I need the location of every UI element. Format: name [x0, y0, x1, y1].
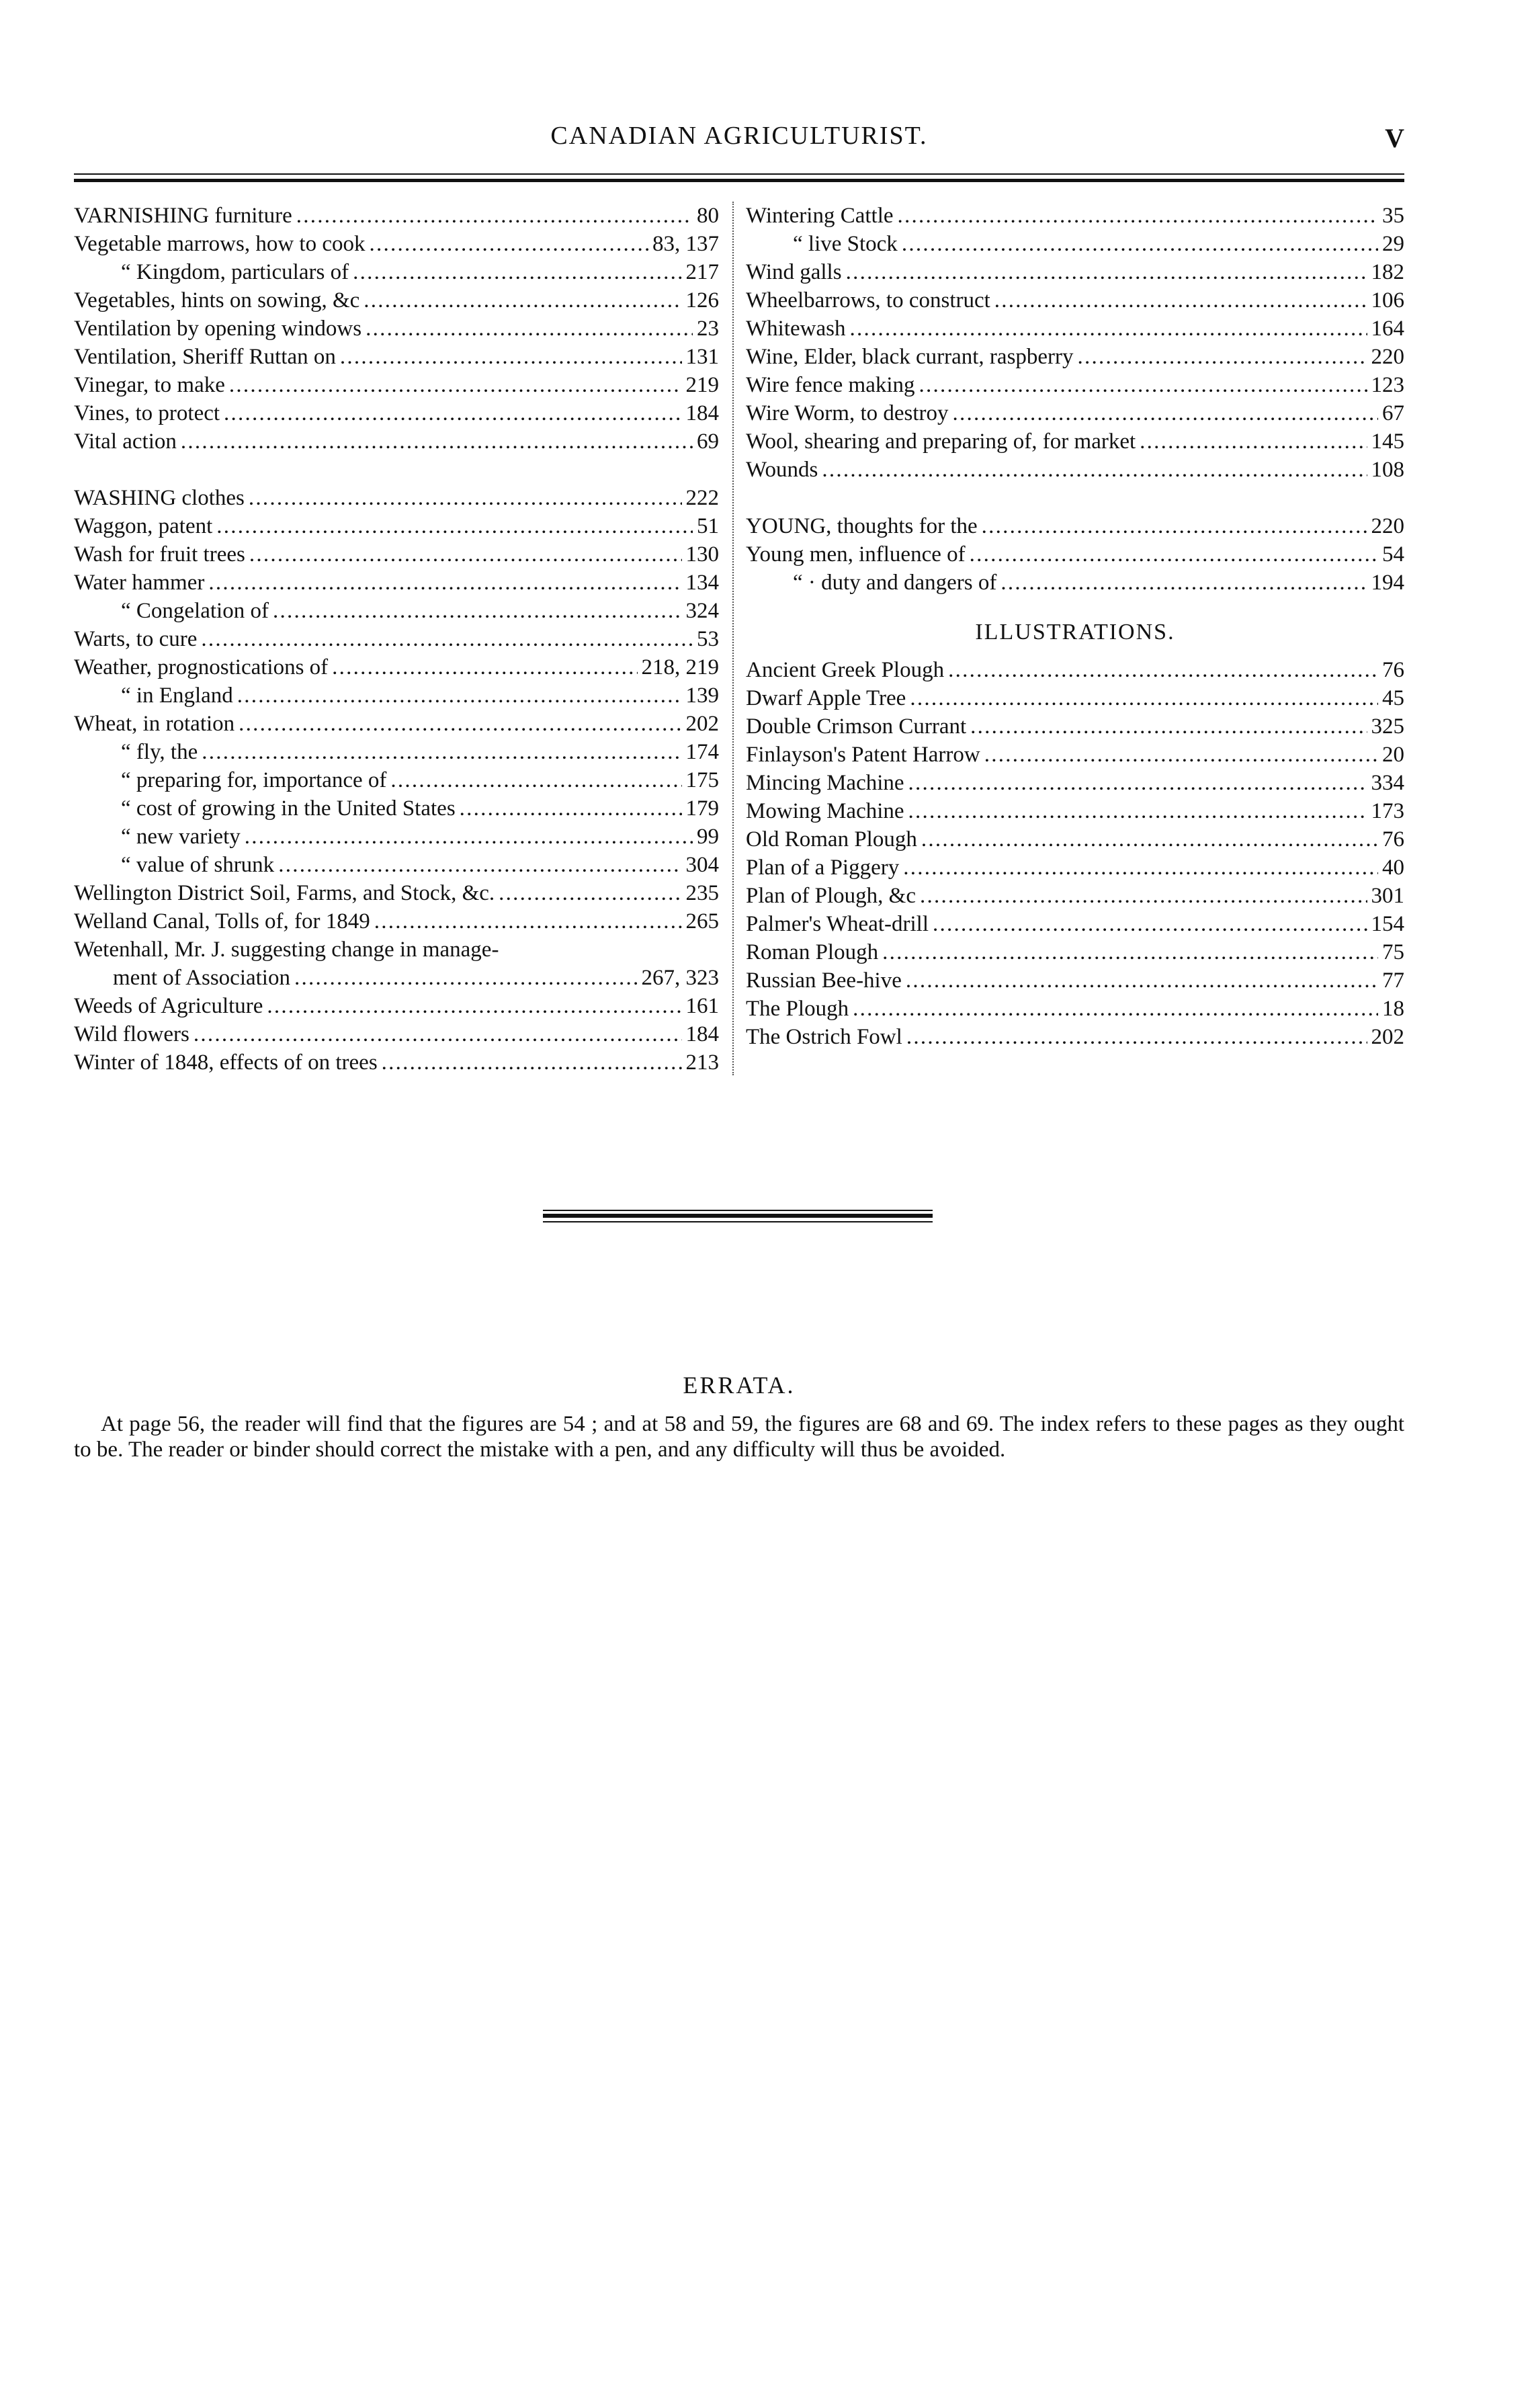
index-entry-label: Weather, prognostications of [74, 655, 329, 679]
dot-leader [332, 653, 637, 681]
index-entry [74, 540, 719, 569]
index-entry [74, 315, 719, 343]
page-number: V [1385, 123, 1404, 153]
index-entry [74, 681, 719, 710]
index-entry-page: 164 [1371, 317, 1404, 341]
index-entry [74, 286, 719, 315]
index-entry-page: 80 [697, 204, 719, 228]
index-gap [746, 484, 1404, 512]
index-entry-label: “ Congelation of [121, 599, 269, 623]
index-entry [746, 797, 1404, 825]
index-entry-label: Wellington District Soil, Farms, and Stock, &c. [74, 881, 495, 905]
index-entry-label: Wire fence making [746, 373, 915, 397]
index-entry [74, 625, 719, 653]
index-entry-page: 53 [697, 627, 719, 651]
index-entry-page: 76 [1382, 827, 1404, 852]
errata-text: At page 56, the reader will find that the figures are 54 ; and at 58 and 59, the figures are 68 and 69. The index refers to these pages as they ought to be. The reader or binder should correct the mistake with a pen, and any difficulty will thus be avoided. [74, 1412, 1404, 1462]
index-entry [746, 569, 1404, 597]
index-entry [74, 794, 719, 823]
index-entry [74, 343, 719, 371]
index-entry-label: Winter of 1848, effects of on trees [74, 1050, 378, 1075]
index-entry-label: Wheelbarrows, to construct [746, 288, 990, 313]
index-entry-page: 174 [685, 740, 719, 764]
index-entry-page: 324 [685, 599, 719, 623]
index-entry [74, 738, 719, 766]
index-entry [746, 995, 1404, 1023]
index-entry-label: Ventilation by opening windows [74, 317, 362, 341]
index-entry-page: 130 [685, 542, 719, 567]
index-entry [74, 569, 719, 597]
dot-leader [382, 1048, 682, 1077]
running-title: CANADIAN AGRICULTURIST. [550, 122, 928, 150]
index-entry [74, 427, 719, 456]
index-entry-label: Finlayson's Patent Harrow [746, 743, 980, 767]
dot-leader [846, 258, 1367, 286]
index-entry-page: 301 [1371, 884, 1404, 908]
dot-leader [181, 427, 693, 456]
index-entry [74, 597, 719, 625]
dot-leader [882, 938, 1378, 966]
index-entry [746, 966, 1404, 995]
index-entry-page: 334 [1371, 771, 1404, 795]
index-entry-label: Mincing Machine [746, 771, 904, 795]
index-entry-page: 304 [685, 853, 719, 877]
index-entry [746, 854, 1404, 882]
index-entry [74, 766, 719, 794]
index-entry [746, 343, 1404, 371]
index-entry-page: 220 [1371, 345, 1404, 369]
index-entry-page: 123 [1371, 373, 1404, 397]
index-entry-label: Wool, shearing and preparing of, for market [746, 429, 1136, 454]
index-entry [74, 202, 719, 230]
index-entry-label: “ in England [121, 683, 233, 708]
index-entry [746, 258, 1404, 286]
dot-leader [390, 766, 681, 794]
index-entry-page: 77 [1382, 968, 1404, 993]
index-entry-label: Wire Worm, to destroy [746, 401, 949, 425]
index-entry-label: “ fly, the [121, 740, 198, 764]
index-entry-label: YOUNG, thoughts for the [746, 514, 978, 538]
index-entry-page: 202 [685, 712, 719, 736]
index-entry-label: Russian Bee-hive [746, 968, 902, 993]
index-entry [746, 741, 1404, 769]
index-entry-page: 67 [1382, 401, 1404, 425]
dot-leader [278, 851, 681, 879]
index-entry-label: ment of Association [113, 966, 290, 990]
index-right-entries [746, 202, 1404, 597]
dot-leader [208, 569, 681, 597]
index-entry-page: 76 [1382, 658, 1404, 682]
index-entry-page: 213 [685, 1050, 719, 1075]
index-entry-label: Vines, to protect [74, 401, 220, 425]
index-entry [746, 399, 1404, 427]
index-entry-page: 99 [697, 825, 719, 849]
index-entry-label: Palmer's Wheat-drill [746, 912, 929, 936]
dot-leader [953, 399, 1378, 427]
index-entry-page: 40 [1382, 856, 1404, 880]
index-entry-label: Roman Plough [746, 940, 879, 964]
index-entry-page: 45 [1382, 686, 1404, 710]
index-entry-page: 154 [1371, 912, 1404, 936]
dot-leader [822, 456, 1367, 484]
index-entry-page: 161 [685, 994, 719, 1018]
index-entry-label: The Plough [746, 997, 849, 1021]
index-entry-page: 184 [685, 1022, 719, 1046]
index-entry-page: 75 [1382, 940, 1404, 964]
index-entry-page: 267, 323 [641, 966, 719, 990]
index-entry-label: Ventilation, Sheriff Ruttan on [74, 345, 336, 369]
index-entry-page: 29 [1382, 232, 1404, 256]
index-section [74, 202, 1404, 1089]
dot-leader [921, 825, 1378, 854]
index-entry-label: Wine, Elder, black currant, raspberry [746, 345, 1074, 369]
index-entry-label: Wash for fruit trees [74, 542, 245, 567]
dot-leader [237, 681, 682, 710]
index-entry-label: Plan of Plough, &c [746, 884, 916, 908]
index-entry-page: 83, 137 [652, 232, 719, 256]
dot-leader [933, 910, 1367, 938]
index-entry-page: 145 [1371, 429, 1404, 454]
index-entry [746, 882, 1404, 910]
index-entry [746, 512, 1404, 540]
index-entry-page: 51 [697, 514, 719, 538]
index-entry [74, 907, 719, 936]
index-entry-label: “ Kingdom, particulars of [121, 260, 349, 284]
index-entry-page: 18 [1382, 997, 1404, 1021]
index-entry-label: Wheat, in rotation [74, 712, 235, 736]
index-entry-page: 69 [697, 429, 719, 454]
dot-leader [920, 882, 1367, 910]
index-entry [746, 712, 1404, 741]
dot-leader [903, 854, 1378, 882]
index-entry [74, 371, 719, 399]
index-left-column [74, 202, 719, 1077]
index-entry-label: Mowing Machine [746, 799, 904, 823]
dot-leader [910, 684, 1378, 712]
dot-leader [906, 966, 1378, 995]
index-entry [746, 938, 1404, 966]
index-entry-label: Dwarf Apple Tree [746, 686, 906, 710]
dot-leader [245, 823, 693, 851]
index-entry-label: Wind galls [746, 260, 842, 284]
index-entry-page: 106 [1371, 288, 1404, 313]
dot-leader [902, 230, 1378, 258]
dot-leader [849, 315, 1367, 343]
dot-leader [970, 540, 1378, 569]
index-entry [74, 879, 719, 907]
index-entry-page: 179 [685, 796, 719, 821]
index-entry [746, 456, 1404, 484]
index-entry [746, 286, 1404, 315]
index-entry-label: “ · duty and dangers of [793, 571, 997, 595]
index-entry-page: 202 [1371, 1025, 1404, 1049]
dot-leader [970, 712, 1367, 741]
index-entry [746, 230, 1404, 258]
index-entry [74, 964, 719, 992]
index-entry-page: 182 [1371, 260, 1404, 284]
index-entry-label: Warts, to cure [74, 627, 198, 651]
index-entry [746, 202, 1404, 230]
index-entry-page: 220 [1371, 514, 1404, 538]
index-entry [74, 936, 719, 964]
index-entry [746, 427, 1404, 456]
dot-leader [994, 286, 1367, 315]
index-entry [74, 1020, 719, 1048]
index-entry-label: Wetenhall, Mr. J. suggesting change in manage- [74, 938, 499, 962]
dot-leader [249, 484, 682, 512]
dot-leader [202, 738, 681, 766]
index-entry-label: Plan of a Piggery [746, 856, 900, 880]
index-entry [74, 823, 719, 851]
index-entry-label: Wounds [746, 458, 818, 482]
index-entry-label: Whitewash [746, 317, 846, 341]
dot-leader [216, 512, 693, 540]
dot-leader [340, 343, 682, 371]
index-entry [746, 656, 1404, 684]
dot-leader [984, 741, 1378, 769]
dot-leader [369, 230, 648, 258]
index-entry-page: 23 [697, 317, 719, 341]
dot-leader [948, 656, 1378, 684]
index-entry-label: Welland Canal, Tolls of, for 1849 [74, 909, 370, 933]
index-entry-label: Waggon, patent [74, 514, 213, 538]
index-entry-label: Young men, influence of [746, 542, 966, 567]
dot-leader [229, 371, 682, 399]
index-entry [74, 710, 719, 738]
index-entry-label: “ live Stock [793, 232, 898, 256]
dot-leader [374, 907, 682, 936]
index-entry-label: Wintering Cattle [746, 204, 894, 228]
index-entry-page: 218, 219 [641, 655, 719, 679]
index-entry-label: VARNISHING furniture [74, 204, 292, 228]
dot-leader [366, 315, 693, 343]
index-entry-page: 131 [685, 345, 719, 369]
index-entry [74, 992, 719, 1020]
index-entry-page: 194 [1371, 571, 1404, 595]
column-divider [732, 202, 734, 1075]
dot-leader [906, 1023, 1367, 1051]
index-entry-page: 20 [1382, 743, 1404, 767]
index-entry-label: The Ostrich Fowl [746, 1025, 902, 1049]
errata-title: ERRATA. [683, 1372, 796, 1399]
dot-leader [194, 1020, 682, 1048]
index-entry-label: “ new variety [121, 825, 241, 849]
header-rule-thick [74, 179, 1404, 182]
dot-leader [296, 202, 693, 230]
index-entry-page: 265 [685, 909, 719, 933]
page-header [74, 121, 1404, 161]
index-entry [746, 825, 1404, 854]
index-entry-label: Vital action [74, 429, 177, 454]
index-entry-page: 134 [685, 571, 719, 595]
dot-leader [982, 512, 1367, 540]
index-entry-label: WASHING clothes [74, 486, 245, 510]
index-entry-page: 235 [685, 881, 719, 905]
index-entry [746, 540, 1404, 569]
index-entry [74, 1048, 719, 1077]
dot-leader [908, 797, 1367, 825]
dot-leader [273, 597, 682, 625]
errata-section [74, 1371, 1404, 1462]
index-entry [746, 1023, 1404, 1051]
dot-leader [1078, 343, 1367, 371]
dot-leader [919, 371, 1367, 399]
index-entry-label: Weeds of Agriculture [74, 994, 263, 1018]
index-entry-label: Wild flowers [74, 1022, 189, 1046]
illustrations-heading: ILLUSTRATIONS. [975, 620, 1175, 645]
index-entry-label: Ancient Greek Plough [746, 658, 945, 682]
index-entry-page: 126 [685, 288, 719, 313]
illustrations-list [746, 656, 1404, 1051]
dot-leader [908, 769, 1367, 797]
index-entry [746, 910, 1404, 938]
dot-leader [249, 540, 682, 569]
index-entry [746, 769, 1404, 797]
dot-leader [1140, 427, 1367, 456]
dot-leader [353, 258, 681, 286]
index-entry-label: “ value of shrunk [121, 853, 275, 877]
dot-leader [460, 794, 682, 823]
index-entry-page: 108 [1371, 458, 1404, 482]
dot-leader [267, 992, 681, 1020]
index-entry-page: 54 [1382, 542, 1404, 567]
index-entry-page: 173 [1371, 799, 1404, 823]
index-entry [74, 512, 719, 540]
index-entry-label: “ cost of growing in the United States [121, 796, 456, 821]
index-entry [74, 484, 719, 512]
index-entry-label: Vegetables, hints on sowing, &c [74, 288, 360, 313]
dot-leader [239, 710, 681, 738]
index-entry [74, 258, 719, 286]
index-entry-page: 35 [1382, 204, 1404, 228]
index-entry-label: Vegetable marrows, how to cook [74, 232, 366, 256]
index-entry [746, 684, 1404, 712]
index-entry [74, 653, 719, 681]
index-entry [746, 371, 1404, 399]
index-entry [74, 851, 719, 879]
index-entry [74, 230, 719, 258]
index-entry [74, 399, 719, 427]
index-entry-page: 184 [685, 401, 719, 425]
index-entry-page: 139 [685, 683, 719, 708]
dot-leader [1000, 569, 1367, 597]
index-entry-page: 175 [685, 768, 719, 792]
index-entry-label: Water hammer [74, 571, 205, 595]
dot-leader [853, 995, 1378, 1023]
ornamental-rule [543, 1210, 933, 1223]
dot-leader [224, 399, 681, 427]
index-entry-page: 222 [685, 486, 719, 510]
index-entry-label: Double Crimson Currant [746, 714, 967, 739]
index-entry-page: 325 [1371, 714, 1404, 739]
index-entry-page: 217 [685, 260, 719, 284]
dot-leader [201, 625, 693, 653]
index-gap [74, 456, 719, 484]
dot-leader [898, 202, 1378, 230]
index-right-column [746, 202, 1404, 1051]
dot-leader [364, 286, 681, 315]
index-entry-label: Vinegar, to make [74, 373, 225, 397]
index-entry-label: Old Roman Plough [746, 827, 917, 852]
dot-leader [499, 879, 681, 907]
index-entry-page: 219 [685, 373, 719, 397]
dot-leader [294, 964, 638, 992]
index-entry [746, 315, 1404, 343]
index-entry-label: “ preparing for, importance of [121, 768, 387, 792]
header-rule [74, 173, 1404, 175]
